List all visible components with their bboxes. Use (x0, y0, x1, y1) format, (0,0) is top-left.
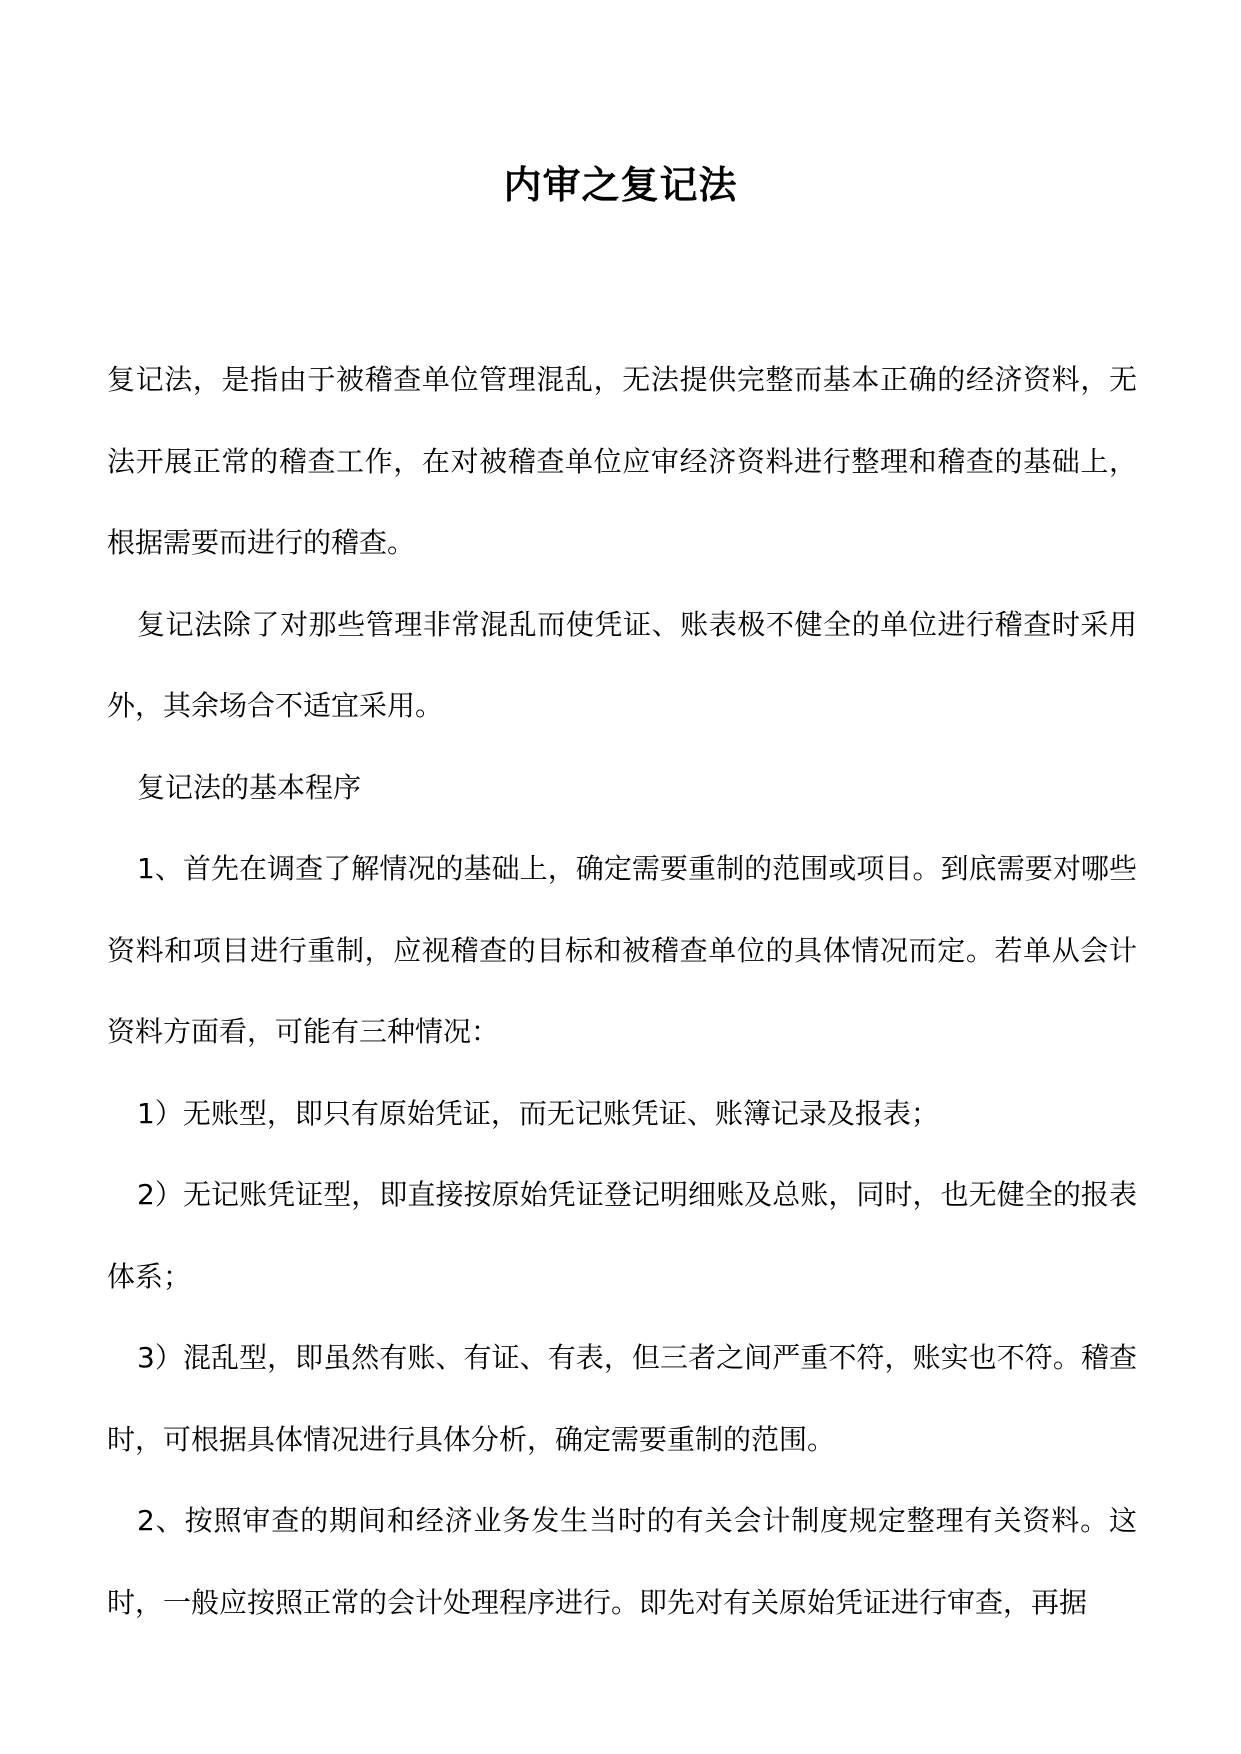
paragraph-case-2: 2）无记账凭证型，即直接按原始凭证登记明细账及总账，同时，也无健全的报表体系； (107, 1178, 1137, 1293)
paragraph-usage-scope: 复记法除了对那些管理非常混乱而使凭证、账表极不健全的单位进行稽查时采用外，其余场合不适宜采用。 (107, 607, 1137, 722)
paragraph-step-2: 2、按照审查的期间和经济业务发生当时的有关会计制度规定整理有关资料。这时，一般应按照正常的会计处理程序进行。即先对有关原始凭证进行审查，再据 (107, 1504, 1137, 1619)
paragraph-case-1: 1）无账型，即只有原始凭证，而无记账凭证、账簿记录及报表； (137, 1096, 939, 1130)
document-title: 内审之复记法 (503, 162, 738, 207)
paragraph-step-1: 1、首先在调查了解情况的基础上，确定需要重制的范围或项目。到底需要对哪些资料和项目进行重制，应视稽查的目标和被稽查单位的具体情况而定。若单从会计资料方面看，可能有三种情况： (107, 852, 1137, 1048)
section-heading-basic-procedure: 复记法的基本程序 (137, 770, 362, 804)
paragraph-case-3: 3）混乱型，即虽然有账、有证、有表，但三者之间严重不符，账实也不符。稽查时，可根据具体情况进行具体分析，确定需要重制的范围。 (107, 1341, 1137, 1456)
document-body (107, 339, 1137, 1643)
paragraph-definition: 复记法，是指由于被稽查单位管理混乱，无法提供完整而基本正确的经济资料，无法开展正常的稽查工作，在对被稽查单位应审经济资料进行整理和稽查的基础上，根据需要而进行的稽查。 (107, 363, 1137, 559)
